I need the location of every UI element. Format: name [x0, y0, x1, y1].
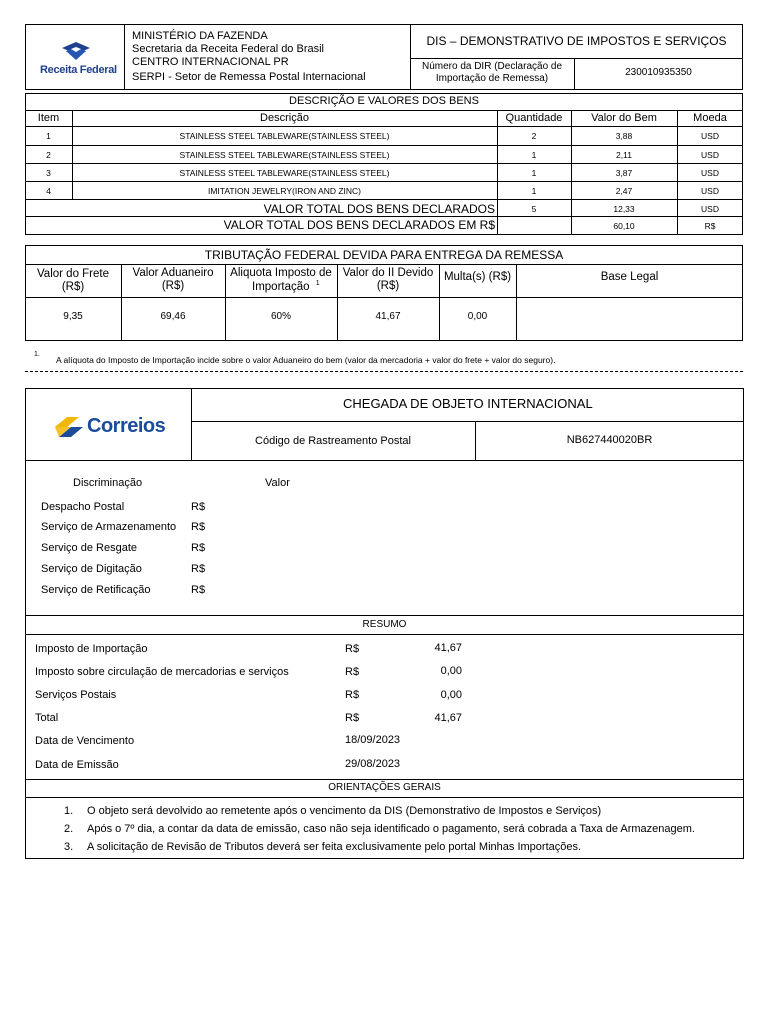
orientacao-text: A solicitação de Revisão de Tributos deverá ser feita exclusivamente pelo portal Minhas Importações. [87, 841, 582, 853]
table-row-desc: STAINLESS STEEL TABLEWARE(STAINLESS STEEL) [179, 150, 390, 160]
table-row-value: 2,11 [616, 150, 632, 160]
tax-value-multa: 0,00 [467, 311, 488, 322]
tax-value-ii: 41,67 [375, 311, 401, 322]
total-declared-brl-label: VALOR TOTAL DOS BENS DECLARADOS EM R$ [223, 218, 495, 232]
tracking-code: NB627440020BR [566, 434, 653, 446]
correios-logo-text: Correios [87, 415, 166, 437]
divider [191, 388, 192, 460]
tax-col-frete: Valor do Frete [36, 268, 109, 280]
total-declared-brl-value: 60,10 [613, 221, 635, 231]
tracking-label: Código de Rastreamento Postal [255, 435, 411, 447]
dir-label-line1: Número da DIR (Declaração de [421, 61, 563, 72]
divider [25, 216, 743, 217]
col-header-value: Valor do Bem [591, 112, 657, 124]
table-row-value: 3,88 [615, 131, 633, 141]
discriminacao-label: Discriminação [73, 477, 143, 489]
divider [25, 199, 743, 200]
table-row-currency: USD [701, 150, 719, 160]
col-header-currency: Moeda [693, 112, 727, 124]
orientacao-text: Após o 7º dia, a contar da data de emissão, caso não seja identificado o pagamento, será cobrada a Taxa de Armazenagem. [87, 823, 695, 835]
resumo-currency: R$ [345, 712, 360, 724]
vencimento-label: Data de Vencimento [35, 735, 135, 747]
resumo-title: RESUMO [362, 619, 407, 630]
orientacao-text: O objeto será devolvido ao remetente após o vencimento da DIS (Demonstrativo de Impostos e Serviços) [87, 805, 602, 817]
correios-emblem-icon [53, 413, 85, 441]
total-declared-qty: 5 [531, 204, 537, 214]
footnote-text: A alíquota do Imposto de Importação incide sobre o valor Aduaneiro do bem (valor da mercadoria + valor do frete + valor do seguro). [56, 355, 556, 365]
resumo-value: 41,67 [434, 712, 462, 724]
total-declared-value: 12,33 [613, 204, 635, 214]
vencimento-date: 18/09/2023 [345, 734, 401, 746]
resumo-currency: R$ [345, 689, 360, 701]
divider [25, 634, 744, 635]
service-label: Despacho Postal [41, 501, 125, 513]
service-label: Serviço de Retificação [41, 584, 151, 596]
service-label: Serviço de Armazenamento [41, 521, 177, 533]
tax-col-aliquota-line2 [252, 280, 320, 293]
resumo-label: Total [35, 712, 59, 724]
table-row-qty: 1 [531, 150, 537, 160]
correios-title: CHEGADA DE OBJETO INTERNACIONAL [343, 396, 593, 411]
tax-col-frete-unit: (R$) [61, 281, 85, 293]
table-row-qty: 1 [531, 186, 537, 196]
footnote-number: 1. [34, 351, 40, 358]
tax-col-multa: Multa(s) (R$) [443, 271, 512, 283]
dir-number: 230010935350 [625, 67, 692, 78]
resumo-value: 41,67 [434, 642, 462, 654]
table-row-item: 4 [46, 186, 51, 196]
cut-line [25, 371, 743, 372]
divider [25, 797, 744, 798]
divider [25, 110, 743, 111]
table-row-item: 3 [46, 168, 51, 178]
divider [25, 126, 743, 127]
orientacao-number: 1. [64, 805, 74, 817]
orientacao-number: 2. [64, 823, 74, 835]
tax-col-aliquota-text: Importação [252, 280, 310, 293]
service-currency: R$ [191, 521, 206, 533]
table-row-value: 3,87 [615, 168, 633, 178]
col-header-item: Item [37, 112, 60, 124]
service-currency: R$ [191, 542, 206, 554]
emissao-date: 29/08/2023 [345, 758, 401, 770]
correios-logo [53, 412, 173, 442]
tax-col-aduaneiro-unit: (R$) [161, 280, 185, 292]
service-label: Serviço de Digitação [41, 563, 142, 575]
col-header-qty: Quantidade [505, 112, 563, 124]
divider [25, 181, 743, 182]
divider [191, 421, 744, 422]
receita-federal-emblem-icon [36, 38, 116, 64]
document-title: DIS – DEMONSTRATIVO DE IMPOSTOS E SERVIÇOS [426, 34, 727, 48]
service-currency: R$ [191, 501, 206, 513]
tax-value-frete: 9,35 [63, 311, 83, 322]
total-declared-brl-currency: R$ [704, 221, 716, 231]
ministry-name: MINISTÉRIO DA FAZENDA [132, 30, 268, 42]
centro-name: CENTRO INTERNACIONAL PR [132, 56, 289, 68]
resumo-label: Imposto sobre circulação de mercadorias e serviços [35, 666, 289, 678]
emissao-label: Data de Emissão [35, 759, 119, 771]
tax-col-ii: Valor do II Devido [342, 267, 434, 279]
tax-col-base-legal: Base Legal [600, 271, 659, 283]
resumo-value: 0,00 [440, 689, 462, 701]
service-currency: R$ [191, 584, 206, 596]
resumo-label: Serviços Postais [35, 689, 117, 701]
divider [410, 58, 743, 59]
valor-label: Valor [265, 477, 290, 489]
table-row-currency: USD [701, 131, 719, 141]
table-row-qty: 1 [531, 168, 537, 178]
divider [25, 297, 743, 298]
tax-col-ii-unit: (R$) [376, 280, 400, 292]
resumo-label: Imposto de Importação [35, 643, 148, 655]
table-row-currency: USD [701, 186, 719, 196]
tax-col-aliquota: Aliquota Imposto de [230, 267, 332, 279]
setor-name: SERPI - Setor de Remessa Postal Internacional [132, 71, 366, 83]
resumo-value: 0,00 [440, 665, 462, 677]
table-row-desc: IMITATION JEWELRY(IRON AND ZINC) [207, 186, 361, 196]
resumo-currency: R$ [345, 666, 360, 678]
table-row-currency: USD [701, 168, 719, 178]
col-header-desc: Descrição [260, 112, 309, 124]
divider [25, 145, 743, 146]
divider [124, 24, 125, 90]
resumo-currency: R$ [345, 643, 360, 655]
table-row-item: 2 [46, 150, 51, 160]
tax-col-aduaneiro: Valor Aduaneiro [132, 267, 214, 279]
total-declared-currency: USD [701, 204, 719, 214]
dir-label-line2: Importação de Remessa) [435, 73, 549, 84]
tax-value-aliquota: 60% [270, 311, 291, 322]
divider [25, 615, 744, 616]
receita-federal-logo-text: Receita Federal [40, 64, 117, 76]
table-row-item: 1 [46, 131, 51, 141]
receita-federal-logo [36, 38, 116, 78]
divider [25, 779, 744, 780]
divider [25, 264, 743, 265]
orientacoes-title: ORIENTAÇÕES GERAIS [328, 782, 441, 793]
service-label: Serviço de Resgate [41, 542, 137, 554]
footnote-marker: 1 [315, 280, 320, 287]
table-row-value: 2,47 [615, 186, 633, 196]
table-row-desc: STAINLESS STEEL TABLEWARE(STAINLESS STEEL) [179, 168, 390, 178]
divider [25, 460, 744, 461]
orientacao-number: 3. [64, 841, 74, 853]
tax-value-aduaneiro: 69,46 [160, 311, 186, 322]
tax-title: TRIBUTAÇÃO FEDERAL DEVIDA PARA ENTREGA DA REMESSA [204, 248, 564, 262]
total-declared-label: VALOR TOTAL DOS BENS DECLARADOS [263, 202, 495, 216]
table-row-desc: STAINLESS STEEL TABLEWARE(STAINLESS STEEL) [179, 131, 390, 141]
goods-title: DESCRIÇÃO E VALORES DOS BENS [289, 95, 479, 107]
divider [25, 163, 743, 164]
table-row-qty: 2 [531, 131, 537, 141]
service-currency: R$ [191, 563, 206, 575]
secretaria-name: Secretaria da Receita Federal do Brasil [132, 43, 324, 55]
